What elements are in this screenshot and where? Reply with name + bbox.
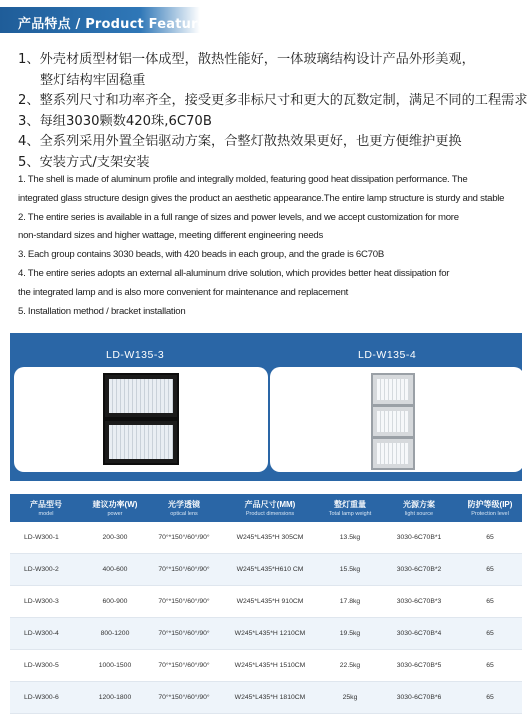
table-header-row	[10, 494, 522, 522]
feature-cn-1: 1、外壳材质型材铝一体成型，散热性能好，一体玻璃结构设计产品外形美观，	[18, 52, 475, 67]
cell-lens: 70°*150°/60°/90°	[148, 682, 220, 714]
feature-cn-3: 3、每组3030颗数420珠,6C70B	[18, 113, 212, 129]
feature-en-3: 3. Each group contains 3030 beads, with 420 beads in each group, and the grade is 6C70B	[18, 249, 385, 261]
feature-cn-4: 4、全系列采用外置全铝驱动方案，合整灯散热效果更好，也更方便维护更换	[18, 134, 462, 150]
cell-lens: 70°*150°/60°/90°	[148, 554, 220, 586]
feature-en-4: 4. The entire series adopts an external all-aluminum drive solution, which provides better heat dissipation for	[18, 267, 450, 279]
cell-light-source: 3030-6C70B*5	[380, 650, 458, 682]
cell-lens: 70°*150°/60°/90°	[148, 522, 220, 554]
cell-dimensions: W245*L435*H 1510CM	[220, 650, 320, 682]
product-card-1	[14, 367, 268, 472]
cell-weight: 19.5kg	[320, 618, 380, 650]
cell-dimensions: W245*L435*H 1810CM	[220, 682, 320, 714]
col-protection: 防护等级(IP) Protection level	[467, 500, 513, 517]
col-power: 建议功率(W) power	[92, 500, 138, 517]
cell-protection: 65	[458, 682, 522, 714]
cell-model: LD-W300-3	[10, 586, 82, 618]
cell-power: 200-300	[82, 522, 148, 554]
cell-power: 400-600	[82, 554, 148, 586]
features-en-list	[18, 171, 530, 321]
cell-weight: 22.5kg	[320, 650, 380, 682]
col-weight: 整灯重量 Total lamp weight	[328, 500, 372, 517]
spec-table	[10, 494, 522, 714]
floodlight-image	[371, 437, 415, 470]
cell-protection: 65	[458, 618, 522, 650]
cell-weight: 17.8kg	[320, 586, 380, 618]
product-card-2	[270, 367, 524, 472]
cell-power: 1000-1500	[82, 650, 148, 682]
table-row	[10, 586, 522, 618]
feature-en-2: 2. The entire series is available in a full range of sizes and power levels, and we accept customization for more	[18, 211, 459, 223]
cell-light-source: 3030-6C70B*4	[380, 618, 458, 650]
cell-model: LD-W300-6	[10, 682, 82, 714]
cell-light-source: 3030-6C70B*1	[380, 522, 458, 554]
cell-protection: 65	[458, 586, 522, 618]
table-row	[10, 650, 522, 682]
cell-weight: 15.5kg	[320, 554, 380, 586]
col-dimensions: 产品尺寸(MM) Product dimensions	[244, 500, 296, 517]
cell-model: LD-W300-4	[10, 618, 82, 650]
feature-en-1-cont: integrated glass structure design gives the product an aesthetic appearance.The entire lamp structure is sturdy and stable	[18, 192, 505, 204]
floodlight-image	[371, 373, 415, 406]
cell-power: 800-1200	[82, 618, 148, 650]
cell-lens: 70°*150°/60°/90°	[148, 618, 220, 650]
cell-power: 600-900	[82, 586, 148, 618]
section-header	[0, 0, 532, 34]
cell-light-source: 3030-6C70B*6	[380, 682, 458, 714]
floodlight-image	[371, 405, 415, 438]
col-model: 产品型号 model	[30, 500, 62, 517]
cell-lens: 70°*150°/60°/90°	[148, 650, 220, 682]
feature-cn-5: 5、安装方式/支架安装	[18, 154, 150, 170]
cell-model: LD-W300-5	[10, 650, 82, 682]
feature-cn-1-cont: 整灯结构牢固稳重	[40, 72, 146, 88]
cell-power: 1200-1800	[82, 682, 148, 714]
col-lens: 光学透镜 optical lens	[168, 500, 200, 517]
floodlight-image	[103, 419, 179, 465]
product-label-2: LD-W135-4	[358, 349, 417, 361]
cell-protection: 65	[458, 522, 522, 554]
cell-model: LD-W300-1	[10, 522, 82, 554]
cell-dimensions: W245*L435*H 305CM	[220, 522, 320, 554]
table-row	[10, 554, 522, 586]
cell-protection: 65	[458, 554, 522, 586]
cell-dimensions: W245*L435*H 1210CM	[220, 618, 320, 650]
cell-dimensions: W245*L435*H610 CM	[220, 554, 320, 586]
cell-light-source: 3030-6C70B*3	[380, 586, 458, 618]
cell-weight: 13.5kg	[320, 522, 380, 554]
feature-en-5: 5. Installation method / bracket installation	[18, 305, 186, 317]
cell-lens: 70°*150°/60°/90°	[148, 586, 220, 618]
cell-model: LD-W300-2	[10, 554, 82, 586]
feature-en-4-cont: the integrated lamp and is also more convenient for maintenance and replacement	[18, 286, 349, 298]
col-light-source: 光源方案 light source	[403, 500, 435, 517]
cell-weight: 25kg	[320, 682, 380, 714]
table-row	[10, 682, 522, 714]
table-row	[10, 522, 522, 554]
cell-light-source: 3030-6C70B*2	[380, 554, 458, 586]
product-label-1: LD-W135-3	[106, 349, 165, 361]
table-row	[10, 618, 522, 650]
features-cn-list	[18, 50, 528, 174]
section-title: 产品特点 / Product Features	[18, 17, 215, 32]
feature-en-1: 1. The shell is made of aluminum profile and integrally molded, featuring good heat dissipation performance. The	[18, 174, 468, 185]
feature-cn-2: 2、整系列尺寸和功率齐全，接受更多非标尺寸和更大的瓦数定制，满足不同的工程需求	[18, 93, 528, 109]
floodlight-image	[103, 373, 179, 419]
feature-en-2-cont: non-standard sizes and higher wattage, meeting different engineering needs	[18, 230, 324, 242]
cell-dimensions: W245*L435*H 910CM	[220, 586, 320, 618]
cell-protection: 65	[458, 650, 522, 682]
